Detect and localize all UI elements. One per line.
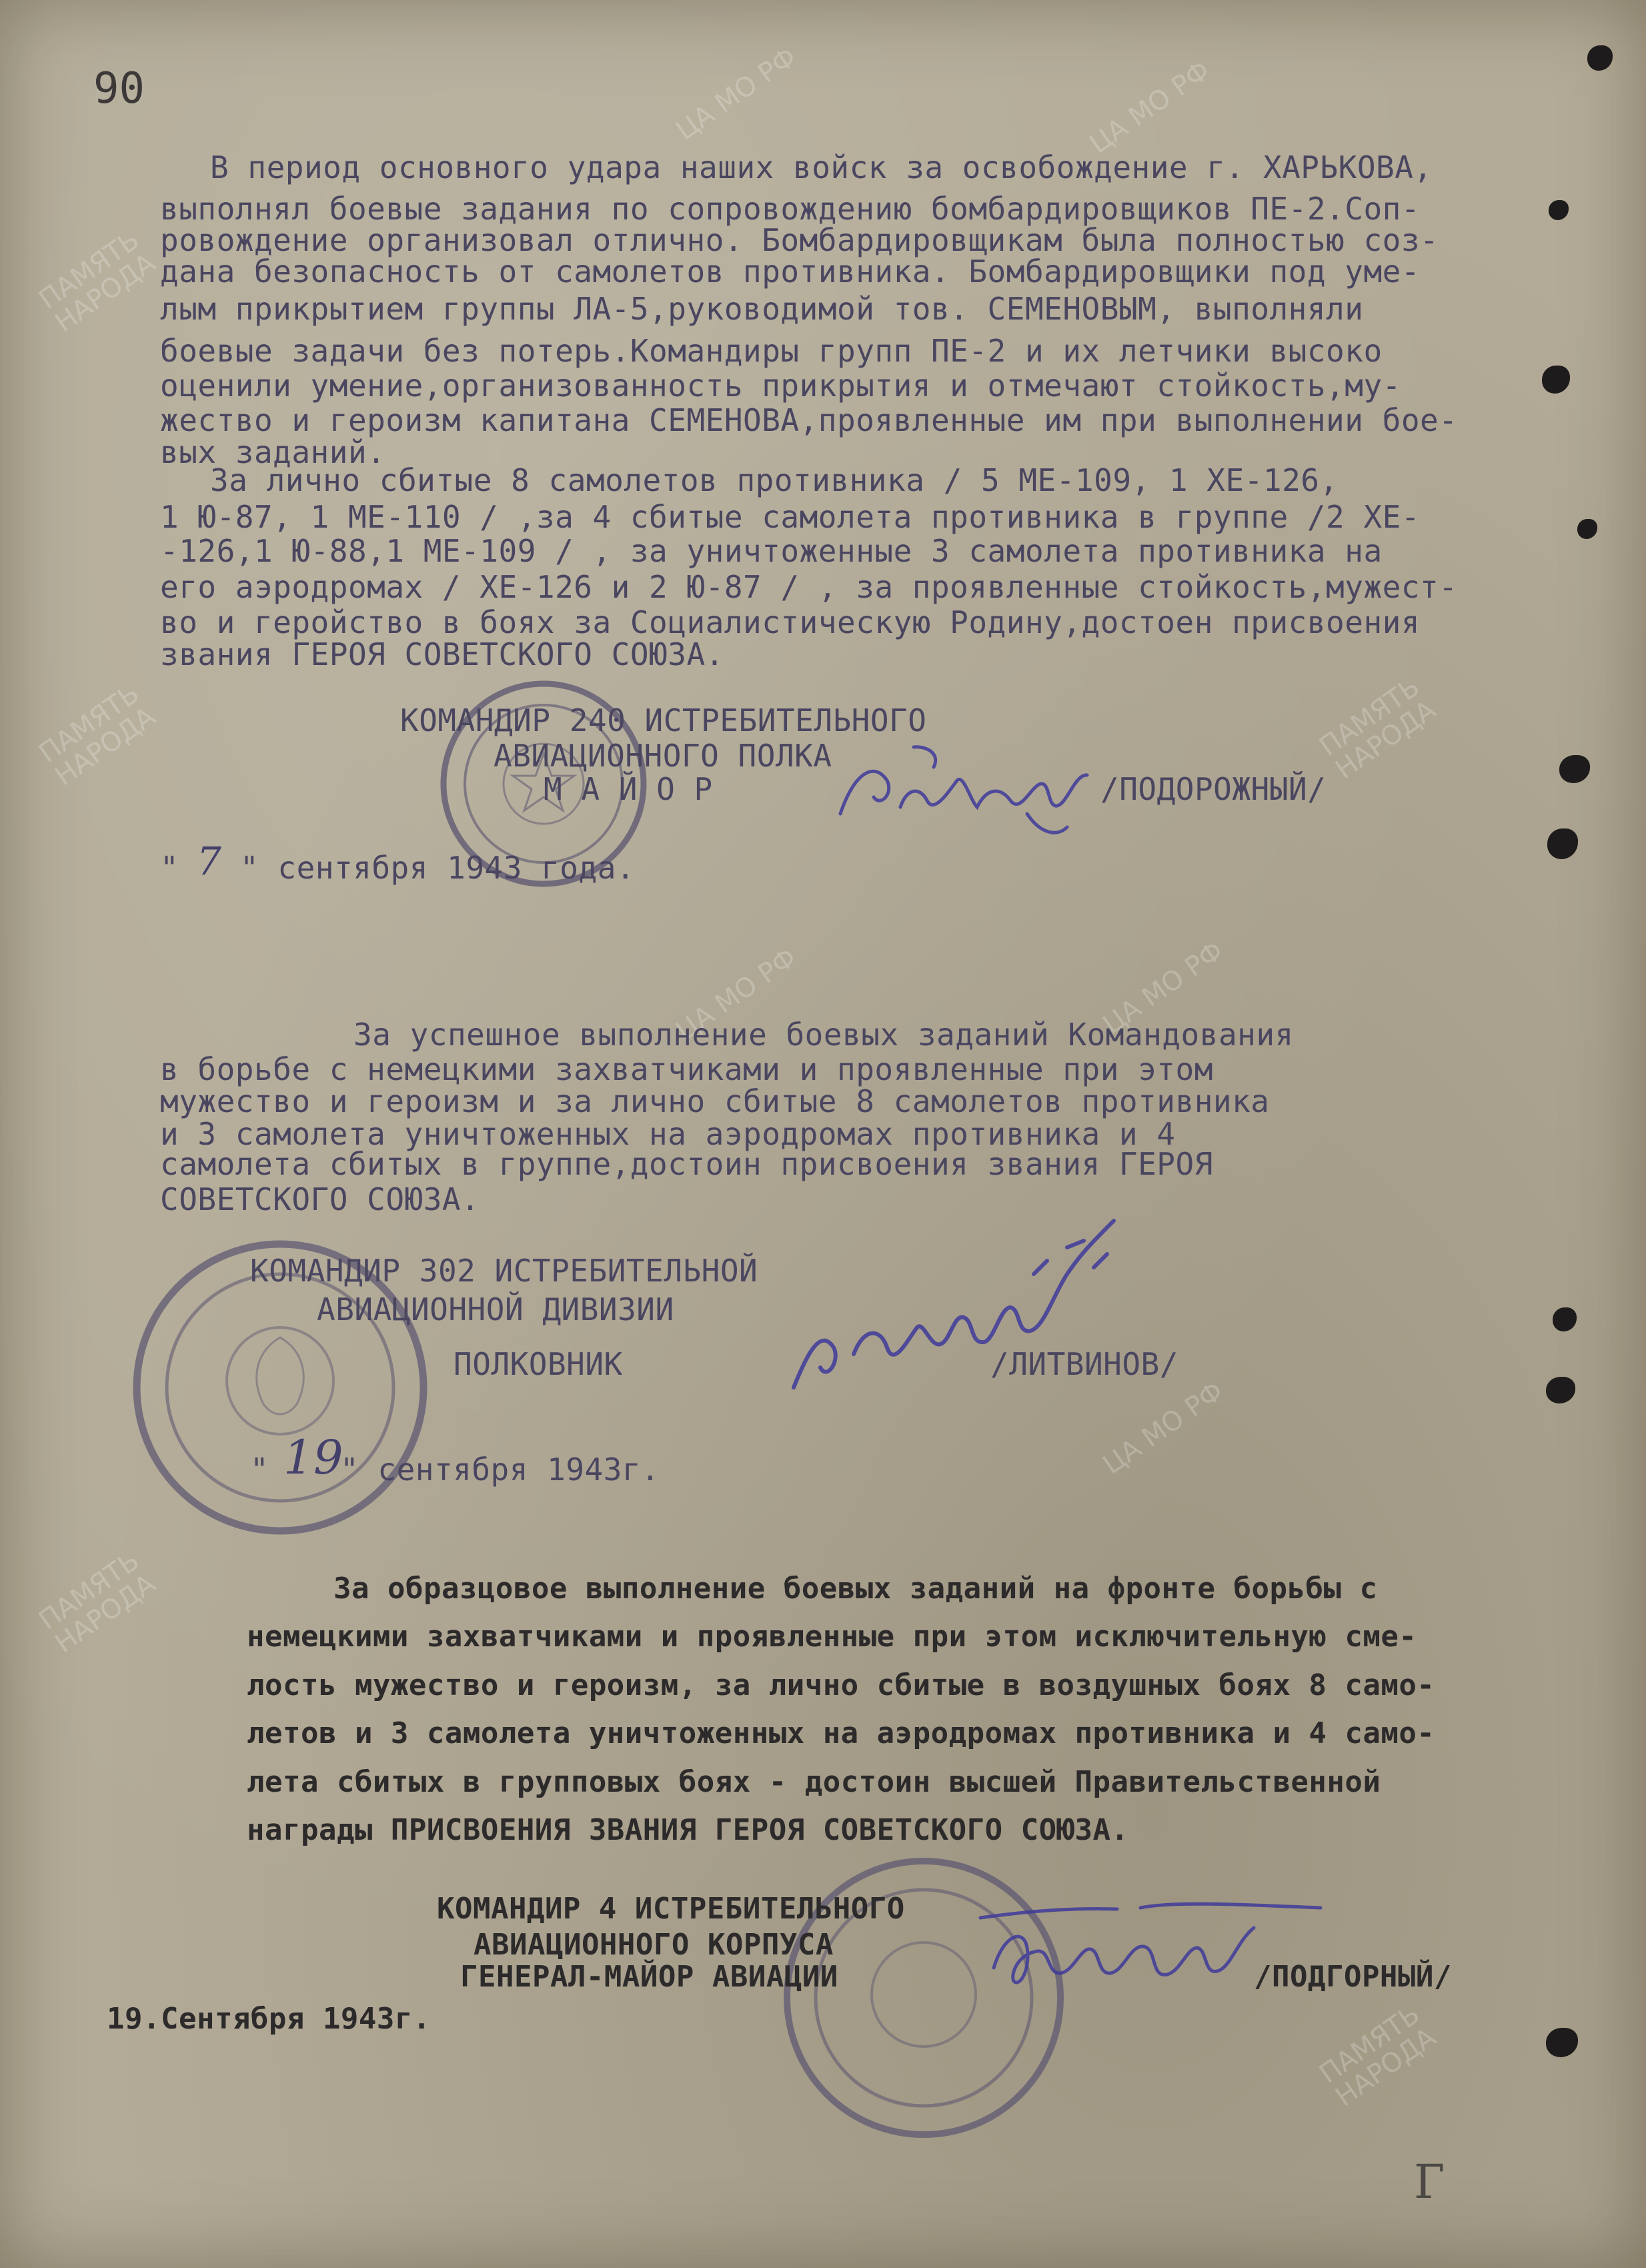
watermark-archive: ЦА МО РФ xyxy=(670,942,802,1047)
punch-hole xyxy=(1587,45,1613,71)
watermark-archive: ЦА МО РФ xyxy=(1084,55,1216,160)
watermark-memory: ПАМЯТЬ НАРОДА xyxy=(33,1545,161,1660)
watermark-archive: ЦА МО РФ xyxy=(1097,1375,1229,1481)
section1-line: За лично сбитые 8 самолетов противника / 5 МЕ-109, 1 ХЕ-126, xyxy=(210,462,1339,498)
section2-line: в борьбе с немецкими захватчиками и проявленные при этом xyxy=(160,1051,1213,1087)
section1-line: ровождение организовал отлично. Бомбардировщикам была полностью соз- xyxy=(160,222,1439,258)
sig3-title2: АВИАЦИОННОГО КОРПУСА xyxy=(474,1928,834,1962)
section2-line: и 3 самолета уничтоженных на аэродромах противника и 4 xyxy=(160,1116,1176,1152)
sig3-title3: ГЕНЕРАЛ-МАЙОР АВИАЦИИ xyxy=(460,1960,838,1994)
section3-line: летов и 3 самолета уничтоженных на аэродромах противника и 4 само- xyxy=(247,1716,1435,1750)
punch-hole xyxy=(1547,828,1578,859)
punch-hole xyxy=(1559,755,1590,783)
sig1-date-rest: " сентября 1943 года. xyxy=(240,850,636,886)
section1-line: дана безопасность от самолетов противника. Бомбардировщики под уме- xyxy=(160,253,1421,290)
sig1-title2: АВИАЦИОННОГО ПОЛКА xyxy=(494,738,832,774)
sig2-title1: КОМАНДИР 302 ИСТРЕБИТЕЛЬНОЙ xyxy=(250,1253,758,1289)
signature-podorozhny xyxy=(827,734,1120,840)
sig1-rank: М А Й О Р xyxy=(544,771,713,807)
sig2-rank: ПОЛКОВНИК xyxy=(454,1346,623,1382)
section1-line: оценили умение,организованность прикрытия и отмечают стойкость,му- xyxy=(160,368,1401,404)
sig1-date-day: 7 xyxy=(197,838,222,884)
section3-line: лость мужество и героизм, за лично сбитые в воздушных боях 8 само- xyxy=(247,1668,1435,1702)
punch-hole xyxy=(1549,200,1569,220)
section1-line: вых заданий. xyxy=(160,434,386,470)
punch-hole xyxy=(1553,1307,1577,1331)
watermark-archive: ЦА МО РФ xyxy=(1097,935,1229,1041)
section1-line: 1 Ю-87, 1 МЕ-110 / ,за 4 сбитые самолета противника в группе /2 ХЕ- xyxy=(160,499,1421,535)
section2-line: самолета сбитых в группе,достоин присвоения звания ГЕРОЯ xyxy=(160,1146,1213,1182)
section3-line: немецкими захватчиками и проявленные при этом исключительную сме- xyxy=(247,1620,1417,1654)
section3-line: лета сбитых в групповых боях - достоин высшей Правительственной xyxy=(247,1765,1381,1799)
section2-line: За успешное выполнение боевых заданий Командования xyxy=(353,1017,1294,1053)
punch-hole xyxy=(1546,2028,1578,2057)
punch-hole xyxy=(1542,366,1570,394)
section1-line: во и геройство в боях за Социалистическую Родину,достоен присвоения xyxy=(160,604,1421,640)
sig1-date-open: " xyxy=(160,850,179,886)
watermark-memory: ПАМЯТЬ НАРОДА xyxy=(33,224,161,339)
page-number: 90 xyxy=(93,64,145,113)
sig3-date: 19.Сентября 1943г. xyxy=(107,2002,431,2036)
section3-line: награды ПРИСВОЕНИЯ ЗВАНИЯ ГЕРОЯ СОВЕТСКОГО СОЮЗА. xyxy=(247,1813,1129,1847)
section1-line: выполнял боевые задания по сопровождению бомбардировщиков ПЕ-2.Соп- xyxy=(160,191,1421,227)
sig2-title2: АВИАЦИОННОЙ ДИВИЗИИ xyxy=(317,1291,674,1327)
section1-line: лым прикрытием группы ЛА-5,руководимой тов. СЕМЕНОВЫМ, выполняли xyxy=(160,291,1364,327)
watermark-memory: ПАМЯТЬ НАРОДА xyxy=(1314,1999,1442,2113)
sig3-title1: КОМАНДИР 4 ИСТРЕБИТЕЛЬНОГО xyxy=(437,1892,905,1926)
sig2-name: /ЛИТВИНОВ/ xyxy=(990,1346,1178,1382)
sig2-date-open: " xyxy=(250,1452,269,1488)
section2-line: мужество и героизм и за лично сбитые 8 самолетов противника xyxy=(160,1083,1270,1119)
section3-line: За образцовое выполнение боевых заданий на фронте борьбы с xyxy=(333,1572,1378,1606)
sig3-name: /ПОДГОРНЫЙ/ xyxy=(1254,1960,1452,1994)
section1-line: боевые задачи без потерь.Командиры групп ПЕ-2 и их летчики высоко xyxy=(160,333,1383,369)
sig1-title1: КОМАНДИР 240 ИСТРЕБИТЕЛЬНОГО xyxy=(400,702,927,738)
watermark-archive: ЦА МО РФ xyxy=(670,41,802,147)
section2-line: СОВЕТСКОГО СОЮЗА. xyxy=(160,1181,480,1217)
punch-hole xyxy=(1577,519,1597,539)
signature-podgorny xyxy=(974,1881,1334,2015)
section1-line: жество и героизм капитана СЕМЕНОВА,проявленные им при выполнении бое- xyxy=(160,402,1458,438)
section1-line: В период основного удара наших войск за освобождение г. ХАРЬКОВА, xyxy=(210,149,1433,185)
sig1-name: /ПОДОРОЖНЫЙ/ xyxy=(1100,771,1327,807)
section1-line: его аэродромах / ХЕ-126 и 2 Ю-87 / , за проявленные стойкость,мужест- xyxy=(160,569,1458,605)
watermark-memory: ПАМЯТЬ НАРОДА xyxy=(1314,671,1442,786)
sig2-date-day: 19 xyxy=(283,1430,344,1485)
section1-line: -126,1 Ю-88,1 МЕ-109 / , за уничтоженные 3 самолета противника на xyxy=(160,533,1383,569)
sig2-date-rest: " сентября 1943г. xyxy=(340,1452,660,1488)
punch-hole xyxy=(1546,1377,1575,1403)
margin-mark: Г xyxy=(1414,2155,1445,2209)
watermark-memory: ПАМЯТЬ НАРОДА xyxy=(33,678,161,792)
section1-line: звания ГЕРОЯ СОВЕТСКОГО СОЮЗА. xyxy=(160,636,724,672)
